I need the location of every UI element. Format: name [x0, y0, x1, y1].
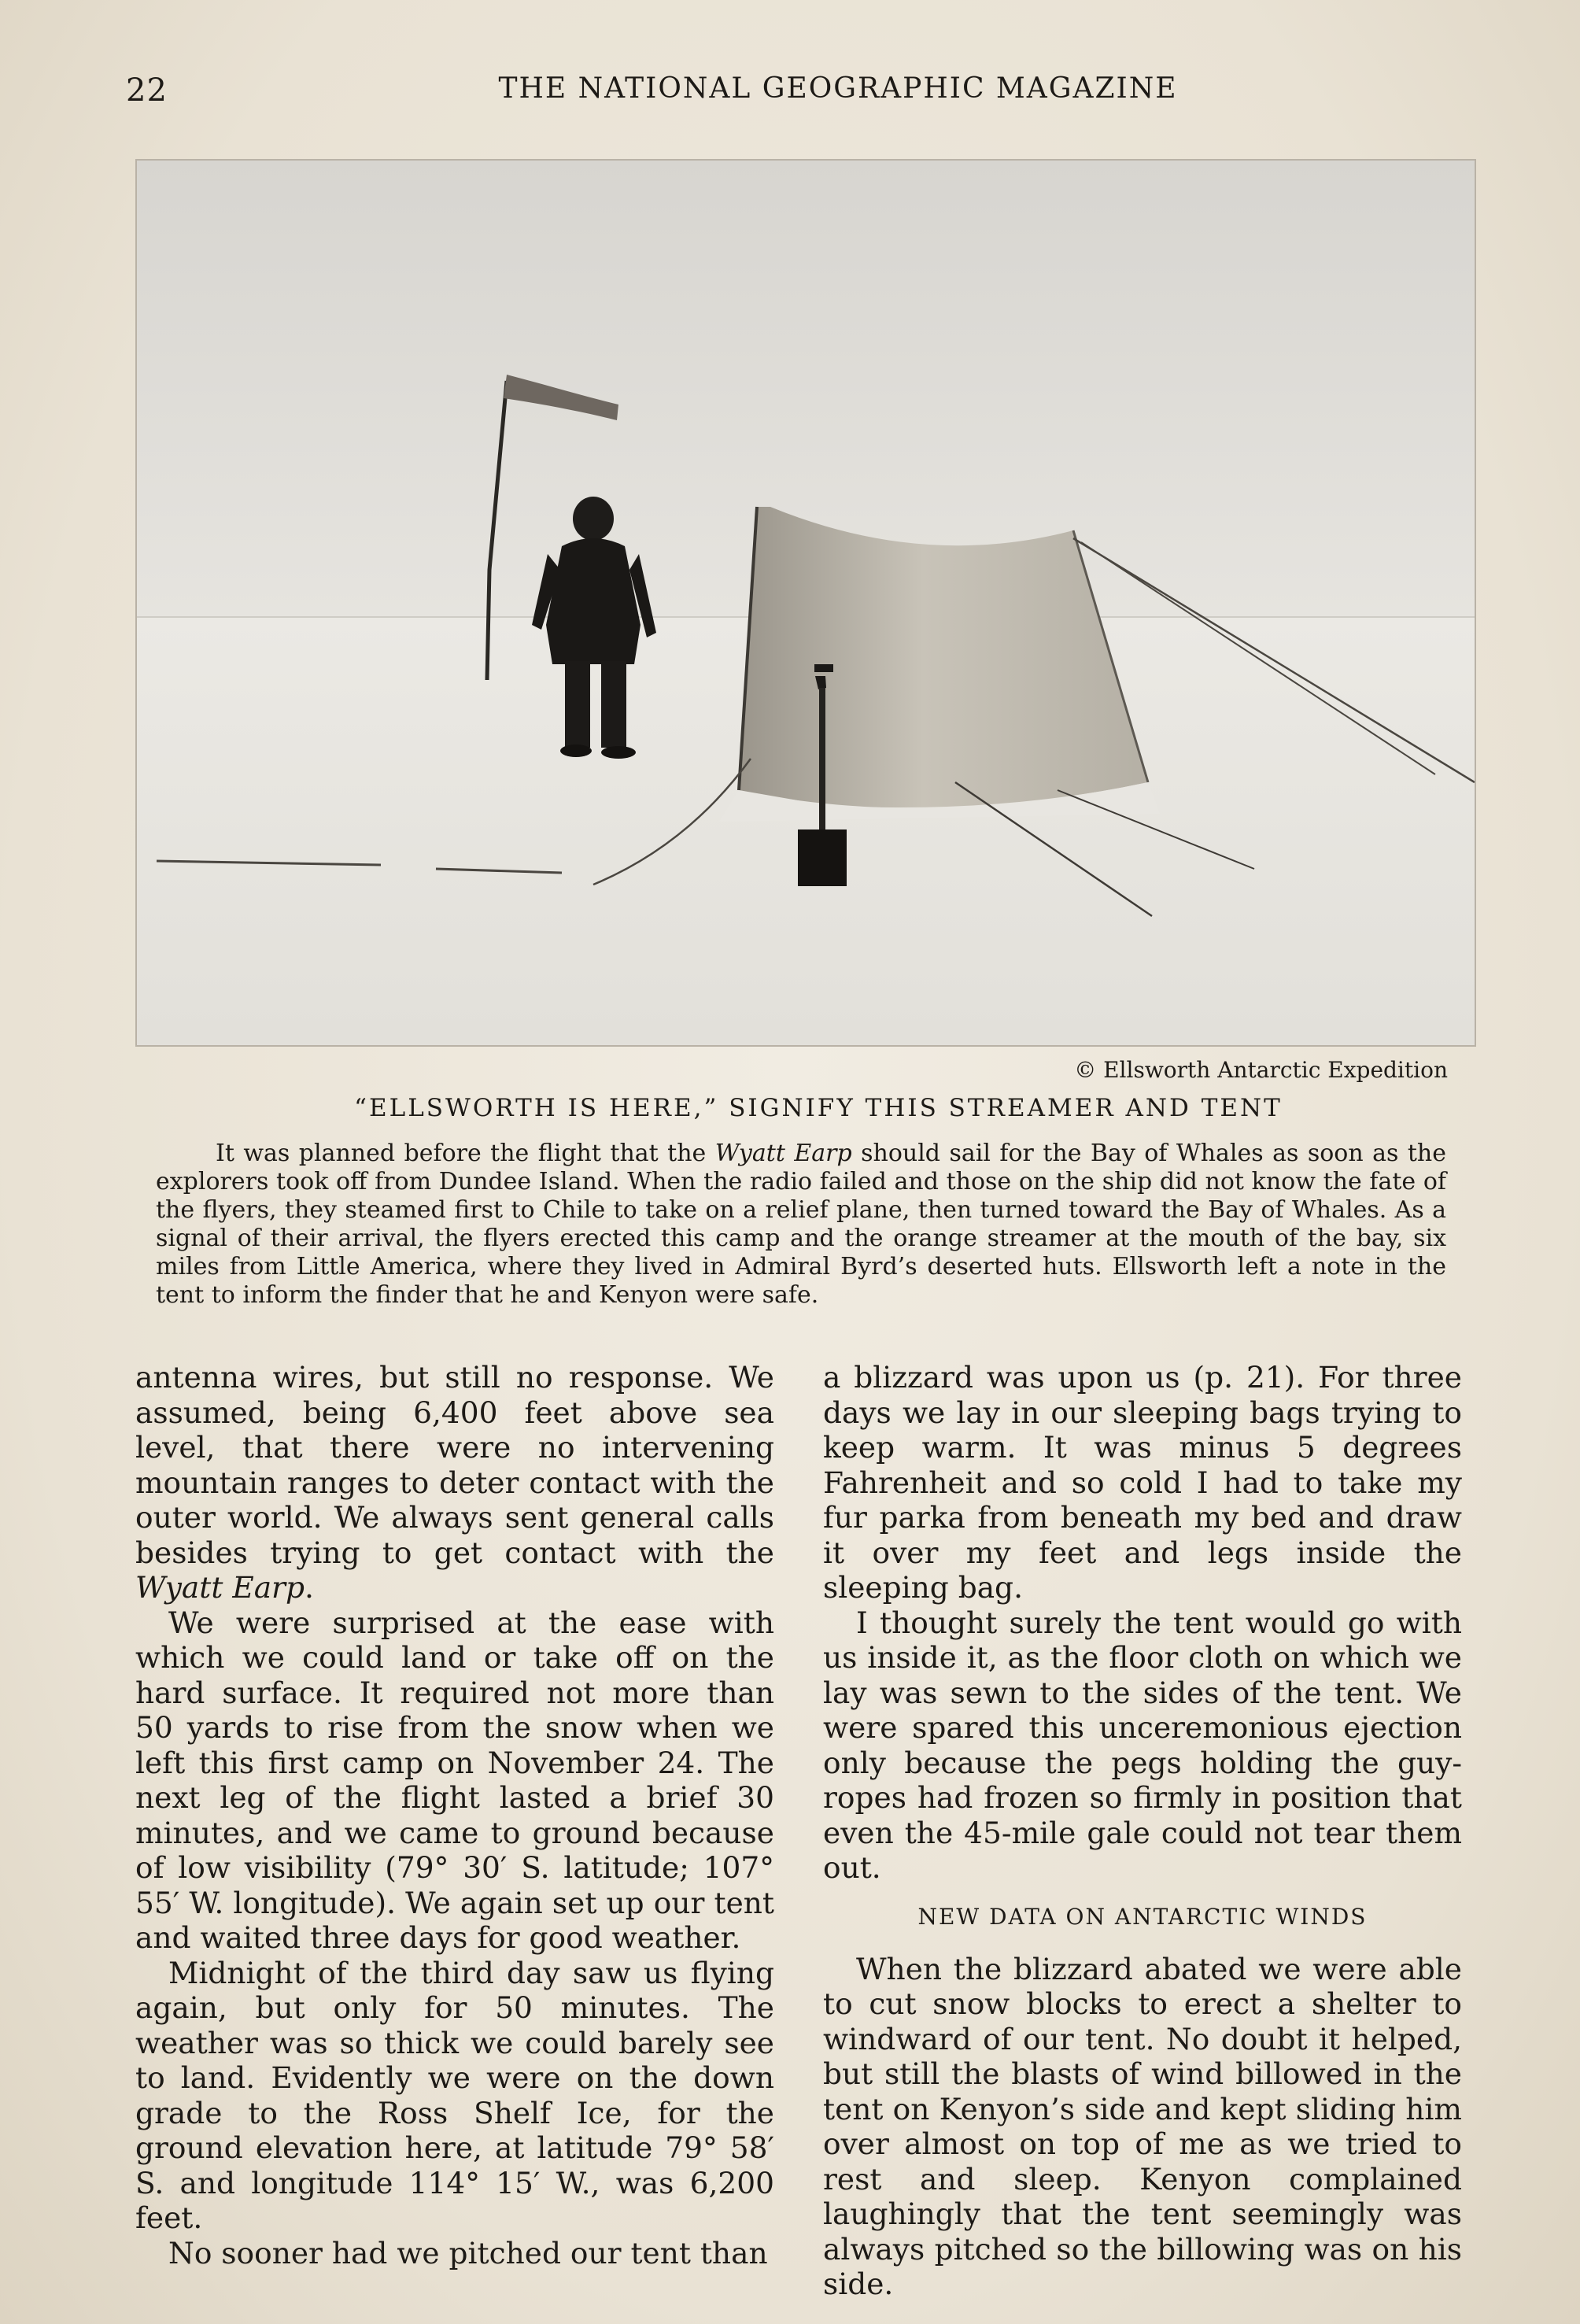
- caption-text-1: It was planned before the flight that the: [216, 1140, 715, 1167]
- page-number: 22: [126, 72, 168, 109]
- right-column: [823, 1360, 1462, 2302]
- caption-body: [156, 1140, 1446, 1310]
- left-p1-end: .: [304, 1570, 314, 1605]
- left-paragraph-2: We were surprised at the ease with which we could land or take off on the hard surface. It required not more than 50 yards to rise from the snow when we left this first camp on November 24. The next leg of the flight lasted a brief 30 minutes, and we came to ground because of low visibility (79° 30′ S. latitude; 107° 55′ W. longitude). We again set up our tent and waited three days for good weather.: [135, 1605, 774, 1955]
- running-head: [118, 72, 1487, 120]
- left-paragraph-3: Midnight of the third day saw us flying again, but only for 50 minutes. The weather was so thick we could barely see to land. Evidently we were on the down grade to the Ross Shelf Ice, for the ground elevation here, at latitude 79° 58′ S. and longitude 114° 15′ W., was 6,200 feet.: [135, 1955, 774, 2235]
- caption-text-2: should sail for the Bay of Whales as soon as the explorers took off from Dundee Island. When the radio failed and those on the ship did not know the fate of the flyers, they steamed first to Chile to take on a relief plane, then turned toward the Bay of Whales. As a signal of their arrival, the flyers erected this camp and the orange streamer at the mouth of the bay, six miles from Little America, where they lived in Admiral Byrd’s deserted huts. Ellsworth left a note in the tent to inform the finder that he and Kenyon were safe.: [156, 1140, 1446, 1309]
- left-paragraph-4: No sooner had we pitched our tent than: [168, 2235, 768, 2270]
- photo-credit: © Ellsworth Antarctic Expedition: [1074, 1057, 1448, 1083]
- section-subhead: NEW DATA ON ANTARCTIC WINDS: [917, 1903, 1368, 1930]
- right-paragraph-3: When the blizzard abated we were able to cut snow blocks to erect a shelter to windward of our tent. No doubt it helped, but still the blasts of wind billowed in the tent on Kenyon’s side and kept sliding him over almost on top of me as we tried to rest and sleep. Kenyon complained laughingly that the tent seemingly was always pitched so the billowing was on his side.: [823, 1951, 1462, 2301]
- right-paragraph-2: I thought surely the tent would go with us inside it, as the floor cloth on which we lay was sewn to the sides of the tent. We were spared this unceremonious ejection only because the pegs holding the guy-ropes had frozen so firmly in position that even the 45-mile gale could not tear them out.: [823, 1605, 1462, 1885]
- right-paragraph-1: a blizzard was upon us (p. 21). For three days we lay in our sleeping bags trying to keep warm. It was minus 5 degrees Fahrenheit and so cold I had to take my fur parka from beneath my bed and draw it over my feet and legs inside the sleeping bag.: [823, 1360, 1462, 1605]
- left-paragraph-1: [135, 1360, 774, 1605]
- expedition-photo: [135, 159, 1476, 1047]
- caption-title: “ELLSWORTH IS HERE,” SIGNIFY THIS STREAMER AND TENT: [354, 1094, 1283, 1122]
- caption-italic-ship-name: Wyatt Earp: [714, 1140, 852, 1167]
- left-p1-text: antenna wires, but still no response. We assumed, being 6,400 feet above sea level, that there were no intervening mountain ranges to deter contact with the outer world. We always sent general calls besides trying to get contact with the: [135, 1360, 774, 1570]
- left-column: [135, 1360, 774, 2270]
- magazine-title: THE NATIONAL GEOGRAPHIC MAGAZINE: [498, 72, 1178, 105]
- left-p1-italic: Wyatt Earp: [135, 1570, 305, 1605]
